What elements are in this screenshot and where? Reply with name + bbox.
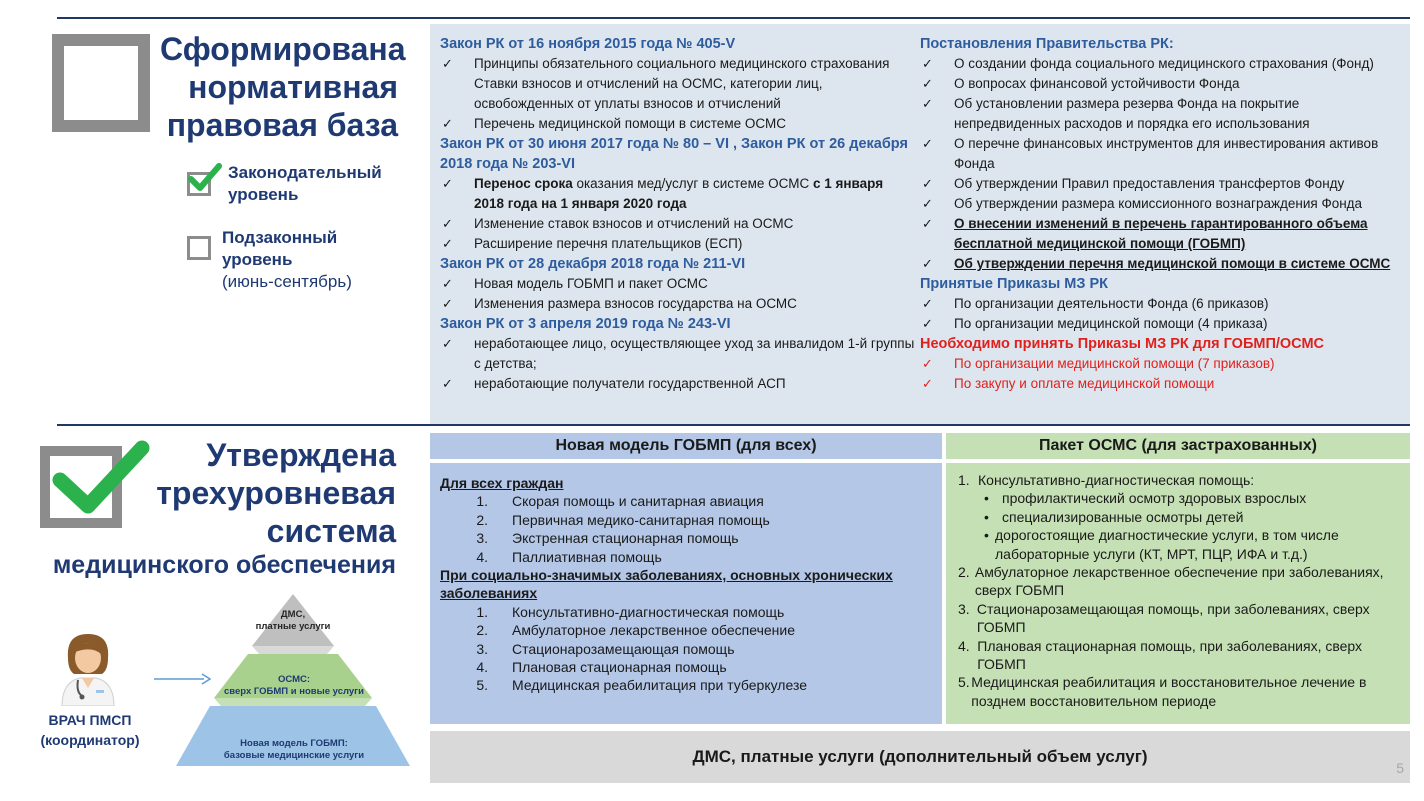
subordinate-period: (июнь-сентябрь): [222, 272, 352, 291]
item-number: 3.: [476, 640, 488, 657]
item-number: 5.: [958, 674, 970, 691]
bullet-icon: •: [984, 490, 989, 507]
gobmp-item-text: Первичная медико-санитарная помощь: [512, 511, 770, 528]
decrees-column: [920, 34, 1402, 394]
middle-divider: [57, 424, 1410, 426]
osms-bullet-text: профилактический осмотр здоровых взрослых: [1002, 490, 1307, 507]
decree-item-text: Об утверждении размера комиссионного вознаграждения Фонда: [954, 196, 1363, 211]
gobmp-list-item: [440, 511, 932, 529]
pending-order-text: По организации медицинской помощи (7 приказов): [954, 356, 1275, 371]
bottom-title-line-1: Утверждена: [206, 437, 396, 473]
bottom-title-line-4: медицинского обеспечения: [52, 551, 396, 579]
check-icon: ✓: [442, 116, 453, 131]
pending-order-text: По закупу и оплате медицинской помощи: [954, 376, 1215, 391]
check-icon: ✓: [442, 276, 453, 291]
law4-item: [440, 334, 916, 374]
osms-bullet-item: [958, 508, 1398, 526]
item-number: 4.: [958, 637, 970, 654]
order-item: [920, 314, 1402, 334]
law2-item-text: Расширение перечня плательщиков (ЕСП): [474, 236, 743, 251]
decree-item-text: Об утверждении перечня медицинской помощи в системе ОСМС: [954, 256, 1391, 271]
check-icon: ✓: [922, 296, 933, 311]
decree-item-text: О создании фонда социального медицинского страхования (Фонд): [954, 56, 1374, 71]
decree-item: [920, 194, 1402, 214]
order-item: [920, 294, 1402, 314]
gobmp-item-text: Медицинская реабилитация при туберкулезе: [512, 677, 807, 694]
osms-bullet-item: [958, 489, 1398, 507]
red-check-icon: ✓: [922, 356, 933, 371]
item-number: 2.: [476, 511, 488, 528]
pyramid-base-label: [196, 738, 392, 762]
law2-item-text: Изменение ставок взносов и отчислений на ОСМС: [474, 216, 794, 231]
gobmp-item-text: Плановая стационарная помощь: [512, 659, 727, 676]
top-section-title: [160, 30, 406, 144]
gobmp-item-text: Амбулаторное лекарственное обеспечение: [512, 622, 795, 639]
empty-checkbox-icon: [52, 34, 150, 132]
gobmp-item-text: Паллиативная помощь: [512, 548, 662, 565]
osms-header: Пакет ОСМС (для застрахованных): [946, 433, 1410, 459]
gobmp-list-item: [440, 603, 932, 621]
osms-item-text: Консультативно-диагностическая помощь:: [978, 472, 1255, 488]
title-line-2: нормативная: [188, 69, 398, 105]
gobmp-item-text: Консультативно-диагностическая помощь: [512, 603, 785, 620]
law1-item-text: Принципы обязательного социального медицинского страхования: [474, 56, 890, 71]
doctor-label: [30, 710, 150, 750]
gobmp-item-text: Стационарозамещающая помощь: [512, 640, 735, 657]
check-icon: ✓: [922, 56, 933, 71]
pyramid-base-line-1: Новая модель ГОБМП:: [240, 738, 348, 749]
decree-item-bold: [920, 214, 1402, 254]
decree-item-text: О вопросах финансовой устойчивости Фонда: [954, 76, 1240, 91]
decree-item-text: Об утверждении Правил предоставления трансфертов Фонду: [954, 176, 1345, 191]
gobmp-list-item: [440, 548, 932, 566]
gobmp-section-chronic: При социально-значимых заболеваниях, основных хронических заболеваниях: [440, 567, 893, 602]
pending-order-item: [920, 354, 1402, 374]
law1-item: [440, 114, 916, 134]
orders-heading: Принятые Приказы МЗ РК: [920, 276, 1109, 292]
law1-item-text: Перечень медицинской помощи в системе ОСМС: [474, 116, 786, 131]
green-check-icon: [188, 162, 222, 192]
law4-heading: Закон РК от 3 апреля 2019 года № 243-VI: [440, 316, 731, 332]
subordinate-checkbox[interactable]: [187, 236, 211, 260]
pyramid-top-line-1: ДМС,: [280, 609, 306, 620]
title-line-1: Сформирована: [160, 31, 406, 67]
item-number: 4.: [476, 548, 488, 565]
osms-body: [946, 463, 1410, 724]
law2-item: [440, 174, 916, 214]
item-number: 2.: [958, 564, 970, 581]
check-icon: ✓: [442, 176, 453, 191]
osms-list-item: [958, 637, 1398, 674]
pyramid-top-line-2: платные услуги: [255, 621, 331, 632]
law2-heading: Закон РК от 30 июня 2017 года № 80 – VI , Закон РК от 26 декабря 2018 года № 203-VI: [440, 136, 908, 172]
gobmp-list-item: [440, 676, 932, 694]
item-number: 4.: [476, 659, 488, 676]
check-icon: ✓: [922, 96, 933, 111]
osms-list-item: [958, 673, 1398, 710]
big-green-check-icon: [50, 440, 150, 516]
item-number: 1.: [958, 472, 970, 488]
legislative-line-2: уровень: [228, 185, 299, 204]
law2-item: [440, 234, 916, 254]
decree-item: [920, 94, 1402, 134]
subordinate-level-label: [222, 227, 352, 293]
osms-item-text: Плановая стационарная помощь, при заболеваниях, сверх ГОБМП: [977, 637, 1363, 673]
item-number: 3.: [958, 600, 970, 617]
law4-item-text: неработающее лицо, осуществляющее уход за инвалидом 1-й группы с детства;: [474, 336, 915, 371]
law1-item-text: Ставки взносов и отчислений на ОСМС, категории лиц, освобожденных от уплаты взносов и отчислений: [474, 76, 823, 111]
title-line-3: правовая база: [166, 107, 398, 143]
gobmp-section-all-citizens: Для всех граждан: [440, 475, 564, 491]
item-number: 1.: [476, 493, 488, 510]
check-icon: ✓: [922, 216, 933, 231]
check-icon: ✓: [922, 136, 933, 151]
decree-item-text: О перечне финансовых инструментов для инвестирования активов Фонда: [954, 136, 1379, 171]
check-icon: ✓: [442, 296, 453, 311]
gobmp-list-item: [440, 621, 932, 639]
osms-item-text: Амбулаторное лекарственное обеспечение при заболеваниях, сверх ГОБМП: [974, 564, 1384, 599]
decree-item: [920, 54, 1402, 74]
pyramid-top-shadow: [252, 646, 334, 654]
doctor-label-line-2: (координатор): [40, 732, 140, 748]
law3-item-text: Изменения размера взносов государства на ОСМС: [474, 296, 797, 311]
pyramid-mid-shadow: [214, 698, 372, 706]
law4-item: [440, 374, 916, 394]
law3-heading: Закон РК от 28 декабря 2018 года № 211-VI: [440, 256, 746, 272]
doctor-icon: [56, 628, 120, 706]
bullet-icon: •: [984, 527, 989, 544]
subordinate-line-1: Подзаконный: [222, 228, 338, 247]
pyramid-top-label: [243, 609, 343, 633]
law1-item: [440, 74, 916, 114]
gobmp-list-item: [440, 658, 932, 676]
dms-bar: ДМС, платные услуги (дополнительный объем услуг): [430, 731, 1410, 783]
gobmp-list-item: [440, 492, 932, 510]
gobmp-header: Новая модель ГОБМП (для всех): [430, 433, 942, 459]
gobmp-list-item: [440, 640, 932, 658]
pyramid-mid-label: [206, 674, 382, 698]
osms-bullet-text: специализированные осмотры детей: [1002, 508, 1244, 525]
law4-item-text: неработающие получатели государственной АСП: [474, 376, 786, 391]
laws-column: [440, 34, 916, 394]
osms-list-item: [958, 471, 1398, 489]
item-number: 3.: [476, 530, 488, 547]
gobmp-list-item: [440, 529, 932, 547]
bottom-title-line-2: трехуровневая: [156, 475, 396, 511]
pending-order-item: [920, 374, 1402, 394]
decree-item-bold: [920, 254, 1402, 274]
decree-item: [920, 74, 1402, 94]
osms-bullet-text: дорогостоящие диагностические услуги, в том числе лабораторные услуги (КТ, МРТ, ПЦР, ИФА и т.д.): [994, 527, 1339, 562]
check-icon: ✓: [922, 176, 933, 191]
osms-item-text: Стационарозамещающая помощь, при заболеваниях, сверх ГОБМП: [976, 600, 1370, 636]
law3-item-text: Новая модель ГОБМП и пакет ОСМС: [474, 276, 708, 291]
decree-item-text: Об установлении размера резерва Фонда на покрытие непредвиденных расходов и порядка его использования: [954, 96, 1310, 131]
pyramid-mid-line-2: сверх ГОБМП и новые услуги: [224, 686, 364, 697]
pyramid-mid-line-1: ОСМС:: [277, 674, 311, 685]
check-icon: ✓: [922, 256, 933, 271]
osms-item-text: Медицинская реабилитация и восстановительное лечение в позднем восстановительном периоде: [971, 674, 1367, 709]
law1-heading: Закон РК от 16 ноября 2015 года № 405-V: [440, 36, 736, 52]
bottom-title-line-3: система: [266, 513, 396, 549]
decrees-heading: Постановления Правительства РК:: [920, 36, 1174, 52]
order-item-text: По организации деятельности Фонда (6 приказов): [954, 296, 1269, 311]
bullet-icon: •: [984, 508, 989, 525]
pyramid-base-line-2: базовые медицинские услуги: [223, 750, 365, 761]
law2-item-bold: Перенос срока: [474, 176, 573, 191]
check-icon: ✓: [442, 236, 453, 251]
doctor-label-line-1: ВРАЧ ПМСП: [48, 712, 132, 728]
check-icon: ✓: [922, 316, 933, 331]
top-divider: [57, 17, 1410, 19]
law2-item: [440, 214, 916, 234]
law3-item: [440, 274, 916, 294]
gobmp-item-text: Скорая помощь и санитарная авиация: [512, 493, 764, 510]
check-icon: ✓: [442, 336, 453, 351]
order-item-text: По организации медицинской помощи (4 приказа): [954, 316, 1268, 331]
check-icon: ✓: [442, 56, 453, 71]
check-icon: ✓: [442, 376, 453, 391]
gobmp-body: [430, 463, 942, 724]
osms-bullet-item: [958, 526, 1398, 563]
red-check-icon: ✓: [922, 376, 933, 391]
law2-item-text: оказания мед/услуг в системе ОСМС: [572, 176, 813, 191]
item-number: 5.: [476, 677, 488, 694]
bottom-section-title: [150, 436, 396, 550]
legislative-level-label: [228, 162, 382, 206]
check-icon: ✓: [922, 196, 933, 211]
check-icon: ✓: [442, 216, 453, 231]
osms-list-item: [958, 600, 1398, 637]
legislative-line-1: Законодательный: [228, 163, 382, 182]
law1-item: [440, 54, 916, 74]
check-icon: ✓: [922, 76, 933, 91]
decree-item: [920, 174, 1402, 194]
gobmp-item-text: Экстренная стационарная помощь: [512, 530, 739, 547]
subordinate-line-2: уровень: [222, 250, 293, 269]
item-number: 1.: [476, 603, 488, 620]
page-number: 5: [1396, 760, 1404, 776]
osms-list-item: [958, 563, 1398, 600]
law3-item: [440, 294, 916, 314]
decree-item: [920, 134, 1402, 174]
pending-orders-heading: Необходимо принять Приказы МЗ РК для ГОБМП/ОСМС: [920, 336, 1325, 352]
law2-item-bold: с 1 января 2018 года на 1 января 2020 года: [474, 176, 884, 211]
decree-item-text: О внесении изменений в перечень гарантированного объема бесплатной медицинской помощи (ГОБМП): [954, 216, 1368, 251]
item-number: 2.: [476, 622, 488, 639]
